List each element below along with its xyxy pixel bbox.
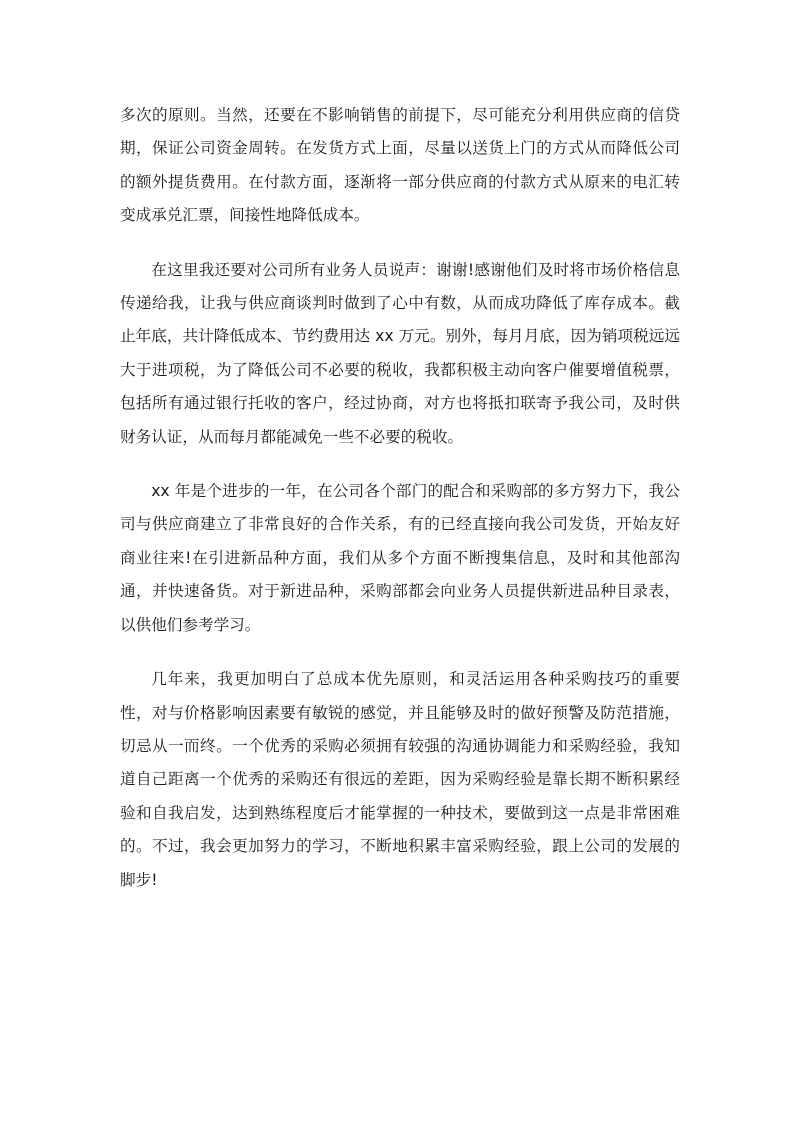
paragraph-3: xx 年是个进步的一年，在公司各个部门的配合和采购部的多方努力下，我公司与供应商建立了非常良好的合作关系，有的已经直接向我公司发货，开始友好商业往来!在引进新品种方面，我们从多个方面不断搜集信息，及时和其他部沟通，并快速备货。对于新进品种，采购部都会向业务人员提供新进品种目录表，以供他们参考学习。 — [120, 482, 680, 634]
paragraph-1: 多次的原则。当然，还要在不影响销售的前提下，尽可能充分利用供应商的信贷期，保证公司资金周转。在发货方式上面，尽量以送货上门的方式从而降低公司的额外提货费用。在付款方面，逐渐将一部分供应商的付款方式从原来的电汇转变成承兑汇票，间接性地降低成本。 — [120, 106, 680, 225]
paragraph-2: 在这里我还要对公司所有业务人员说声：谢谢!感谢他们及时将市场价格信息传递给我，让我与供应商谈判时做到了心中有数，从而成功降低了库存成本。截止年底，共计降低成本、节约费用达 xx 万元。别外，每月月底，因为销项税远远大于进项税，为了降低公司不必要的税收，我都积极主动向客户催要增值税票，包括所有通过银行托收的客户，经过协商，对方也将抵扣联寄予我公司，及时供财务认证，从而每月都能减免一些不必要的税收。 — [120, 260, 680, 446]
document-body — [120, 99, 680, 897]
paragraph-4: 几年来，我更加明白了总成本优先原则，和灵活运用各种采购技巧的重要性，对与价格影响因素要有敏锐的感觉，并且能够及时的做好预警及防范措施，切忌从一而终。一个优秀的采购必须拥有较强的沟通协调能力和采购经验，我知道自己距离一个优秀的采购还有很远的差距，因为采购经验是靠长期不断积累经验和自我启发，达到熟练程度后才能掌握的一种技术，要做到这一点是非常困难的。不过，我会更加努力的学习，不断地积累丰富采购经验，跟上公司的发展的脚步! — [120, 670, 680, 889]
